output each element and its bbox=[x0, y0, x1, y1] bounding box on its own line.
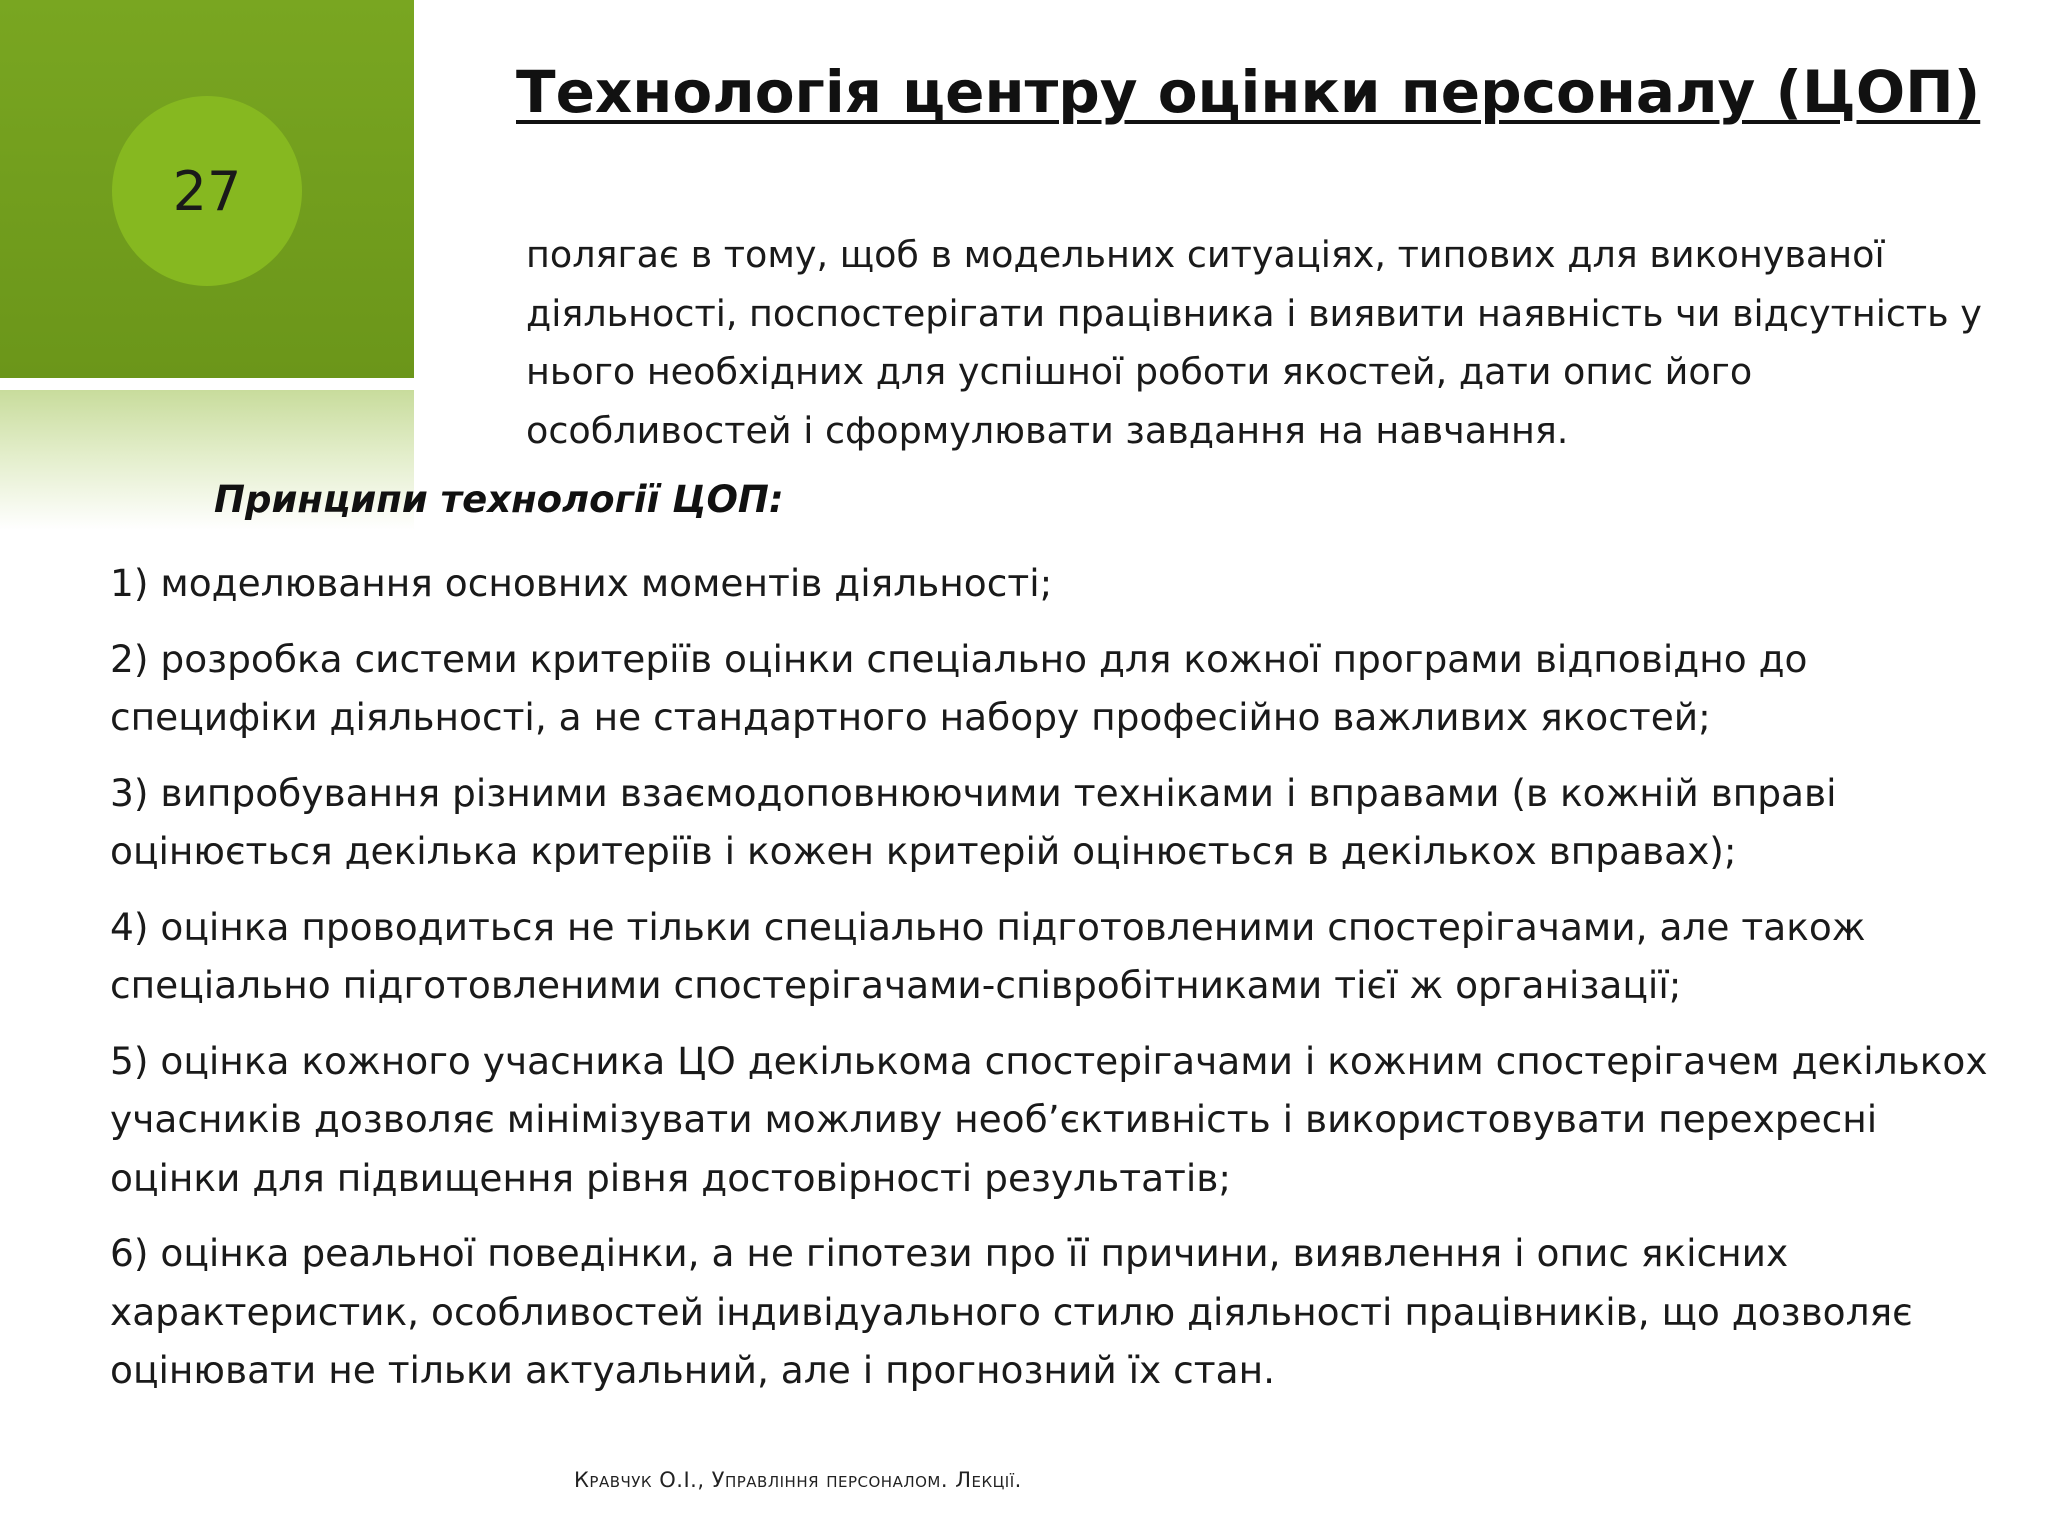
intro-paragraph: полягає в тому, щоб в модельних ситуаціях, типових для виконуваної діяльності, поспостерігати працівника і виявити наявність чи відсутність у нього необхідних для успішної роботи якостей, дати опис його особливостей і сформулювати завдання на навчання. bbox=[526, 233, 1982, 452]
principles-heading: Принципи технології ЦОП: bbox=[214, 478, 784, 521]
principle-item: 5) оцінка кожного учасника ЦО декількома спостерігачами і кожним спостерігачем декількох учасників дозволяє мінімізувати можливу необ’єктивність і використовувати перехресні оцінки для підвищення рівня достовірності результатів; bbox=[110, 1038, 1988, 1200]
principles-list bbox=[110, 554, 1990, 1417]
slide-footer: Кравчук О.І., Управління персоналом. Лекції. bbox=[574, 1468, 1022, 1492]
slide-number: 27 bbox=[172, 159, 242, 223]
principle-item: 2) розробка системи критеріїв оцінки спеціально для кожної програми відповідно до специфіки діяльності, а не стандартного набору професійно важливих якостей; bbox=[110, 636, 1808, 739]
slide-title: Технологія центру оцінки персоналу (ЦОП) bbox=[516, 58, 1981, 126]
slide-number-badge bbox=[112, 96, 302, 286]
principle-item: 6) оцінка реальної поведінки, а не гіпотези про її причини, виявлення і опис якісних характеристик, особливостей індивідуального стилю діяльності працівників, що дозволяє оцінювати не тільки актуальний, але і прогнозний їх стан. bbox=[110, 1231, 1913, 1392]
principle-item: 4) оцінка проводиться не тільки спеціально підготовленими спостерігачами, але також спеціально підготовленими спостерігачами-співробітниками тієї ж організації; bbox=[110, 904, 1866, 1007]
principle-item: 1) моделювання основних моментів діяльності; bbox=[110, 561, 1053, 605]
principle-item: 3) випробування різними взаємодоповнюючими техніками і вправами (в кожній вправі оцінюється декілька критеріїв і кожен критерій оцінюється в декількох вправах); bbox=[110, 770, 1837, 873]
